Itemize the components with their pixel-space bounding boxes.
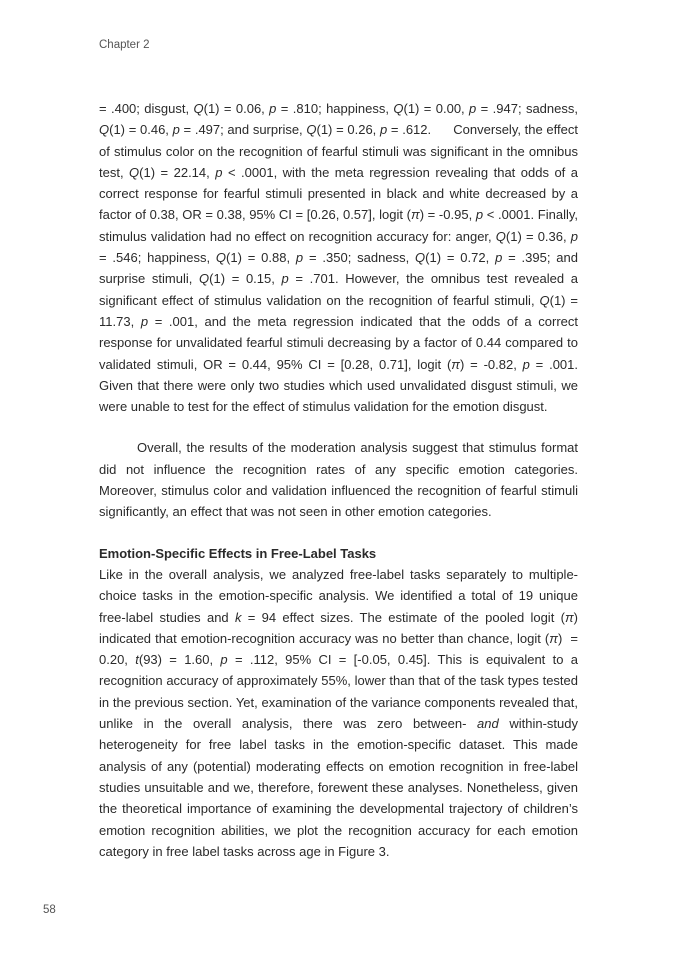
italic-symbol: p xyxy=(379,122,388,138)
italic-symbol: p xyxy=(215,164,223,180)
italic-symbol: Q xyxy=(306,122,317,138)
italic-symbol: Q xyxy=(393,101,404,116)
italic-symbol: p xyxy=(140,313,149,329)
italic-symbol: p xyxy=(269,101,277,116)
italic-symbol: π xyxy=(564,609,574,625)
italic-symbol: p xyxy=(220,652,228,668)
italic-symbol: Q xyxy=(193,101,204,116)
italic-symbol: t xyxy=(135,652,139,668)
paragraph-free-label: Like in the overall analysis, we analyzed free-label tasks separately to multiple-choice tasks in the emotion-specific analysis. We identified a total of 19 unique free-label studies and k = 94 effect sizes. The estimate of the pooled logit (π) indicated that emotion-recognition accuracy was no better than chance, logit (π) = 0.20, t(93) = 1.60, p = .112, 95% CI = [-0.05, 0.45]. This is equivalent to a recognition accuracy of approximately 55%, lower than that of the task types tested in the previous section. Yet, examination of the variance components revealed that, unlike in the overall analysis, there was zero between- and within-study heterogeneity for free label tasks in the emotion-specific dataset. This made analysis of any (potential) moderating effects on emotion recognition in free-label studies unsuitable and we, therefore, forewent these analyses. Nonetheless, given the theoretical importance of examining the developmental trajectory of children’s emotion recognition abilities, we plot the recognition accuracy for each emotion category in free label tasks across age in Figure 3. xyxy=(99,566,578,859)
italic-symbol: k xyxy=(234,609,242,625)
italic-symbol: π xyxy=(451,356,461,372)
italic-symbol: Q xyxy=(495,228,506,244)
page-body xyxy=(99,98,578,862)
italic-symbol: p xyxy=(172,122,180,138)
page-number: 58 xyxy=(43,904,56,916)
italic-symbol: Q xyxy=(539,292,550,308)
italic-symbol: p xyxy=(295,250,304,266)
italic-symbol: p xyxy=(522,356,530,372)
paragraph-moderation-results: = .400; disgust, Q(1) = 0.06, p = .810; happiness, Q(1) = 0.00, p = .947; sadness, Q(1) = 0.46, p = .497; and surprise, Q(1) = 0.26, p = .612. Conversely, the effect of stimulus color on the recognition of fearful stimuli was significant in the omnibus test, Q(1) = 22.14, p < .0001, with the meta regression revealing that odds of a correct response for fearful stimuli presented in black and white decreased by a factor of 0.38, OR = 0.38, 95% CI = [0.26, 0.57], logit (π) = -0.95, p < .0001. Finally, stimulus validation had no effect on recognition accuracy for: anger, Q(1) = 0.36, p = .546; happiness, Q(1) = 0.88, p = .350; sadness, Q(1) = 0.72, p = .395; and surprise stimuli, Q(1) = 0.15, p = .701. However, the omnibus test revealed a significant effect of stimulus validation on the recognition of fearful stimuli, Q(1) = 11.73, p = .001, and the meta regression indicated that the odds of a correct response for unvalidated fearful stimuli decreasing by a factor of 0.44 compared to validated stimuli, OR = 0.44, 95% CI = [0.28, 0.71], logit (π) = -0.82, p = .001. Given that there were only two studies which used unvalidated disgust stimuli, we were unable to test for the effect of stimulus validation for the emotion disgust. xyxy=(99,101,579,415)
italic-symbol: Q xyxy=(199,271,210,287)
italic-symbol: Q xyxy=(415,250,426,266)
italic-symbol: p xyxy=(495,250,503,266)
italic-symbol: Q xyxy=(215,250,227,266)
italic-symbol: π xyxy=(549,630,558,646)
italic-symbol: Q xyxy=(129,164,140,180)
italic-symbol: p xyxy=(475,207,484,223)
section-heading: Emotion-Specific Effects in Free-Label Tasks xyxy=(99,545,377,561)
running-head: Chapter 2 xyxy=(99,39,150,51)
italic-symbol: π xyxy=(410,207,420,223)
paragraph-moderation-summary: Overall, the results of the moderation analysis suggest that stimulus format did not influence the recognition rates of any specific emotion categories. Moreover, stimulus color and validation influenced the recognition of fearful stimuli significantly, an effect that was not seen in other emotion categories. xyxy=(99,440,578,520)
italic-symbol: Q xyxy=(99,122,110,138)
italic-symbol: p xyxy=(281,271,289,287)
italic-symbol: p xyxy=(570,228,578,244)
italic-symbol: p xyxy=(469,101,477,116)
italic-symbol: and xyxy=(477,716,499,732)
